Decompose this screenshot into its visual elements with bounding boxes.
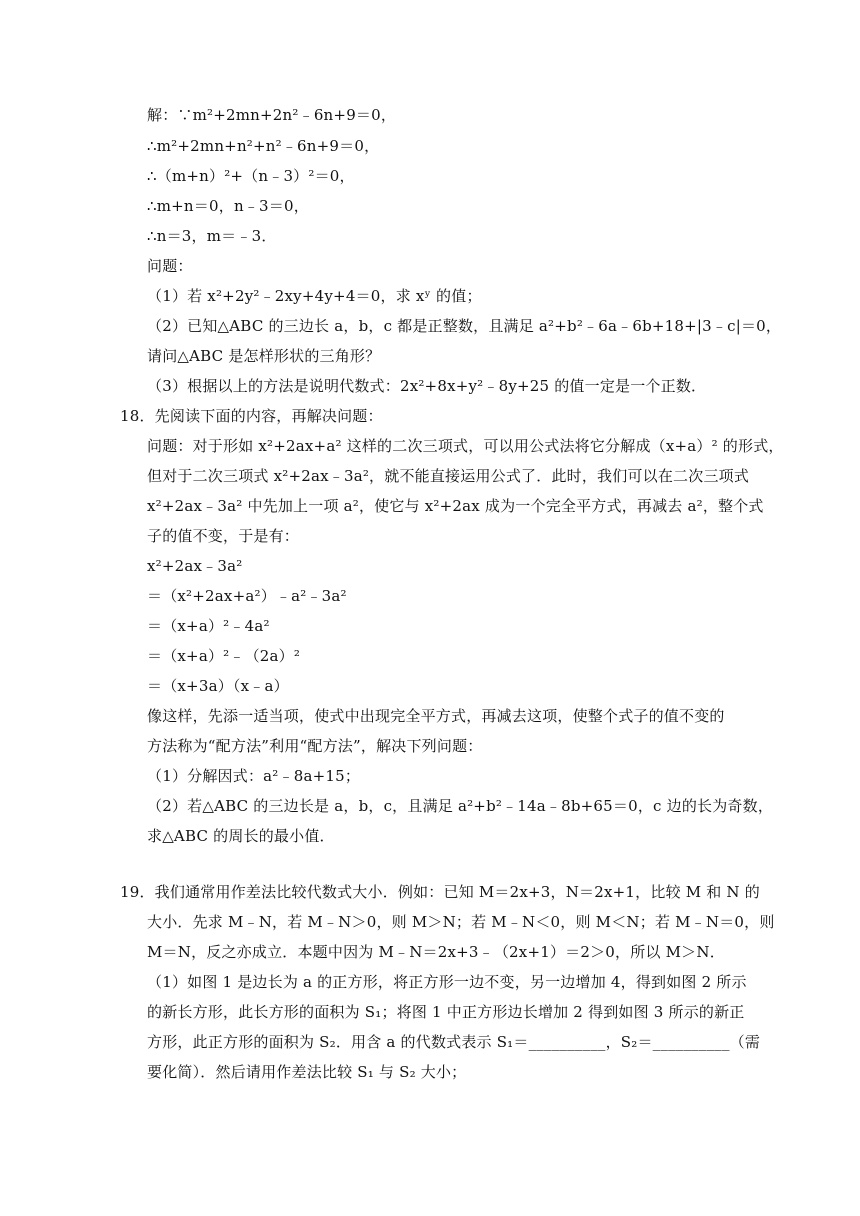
q19-part1: （1）如图 1 是边长为 a 的正方形，将正方形一边不变，另一边增加 4，得到如图 2 所示 xyxy=(147,973,747,991)
q17-part2: （2）已知△ABC 的三边长 a，b，c 都是正整数，且满足 a²+b²﹣6a﹣6b+18+|3﹣c|＝0， xyxy=(147,317,782,335)
q18-eq-4: ＝（x+a）²﹣（2a）² xyxy=(147,647,301,665)
q18-text-5: 像这样，先添一适当项，使式中出现完全平方式，再减去这项，使整个式子的值不变的 xyxy=(147,707,725,725)
q19-part1-cont-1: 的新长方形，此长方形的面积为 S₁；将图 1 中正方形边长增加 2 得到如图 3 所示的新正 xyxy=(147,1003,745,1021)
q18-eq-1: x²+2ax﹣3a² xyxy=(147,557,243,575)
q19-part1-cont-2: 方形，此正方形的面积为 S₂．用含 a 的代数式表示 S₁＝__________，S₂＝__________（需 xyxy=(147,1033,761,1051)
q18-title: 18．先阅读下面的内容，再解决问题： xyxy=(120,407,383,425)
q18-text-6: 方法称为“配方法”利用“配方法”，解决下列问题： xyxy=(147,737,483,755)
q18-part2: （2）若△ABC 的三边长是 a，b，c，且满足 a²+b²﹣14a﹣8b+65＝0，c 边的长为奇数， xyxy=(147,797,774,815)
q18-eq-5: ＝（x+3a）（x﹣a） xyxy=(147,677,289,695)
q18-part1: （1）分解因式：a²﹣8a+15； xyxy=(147,767,361,785)
q18-text-1: 问题：对于形如 x²+2ax+a² 这样的二次三项式，可以用公式法将它分解成（x+a）² 的形式， xyxy=(147,437,784,455)
q17-part1: （1）若 x²+2y²﹣2xy+4y+4＝0，求 xʸ 的值； xyxy=(147,287,482,305)
solution-line-2: ∴m²+2mn+n²+n²﹣6n+9＝0， xyxy=(147,137,380,155)
q17-part2-cont: 请问△ABC 是怎样形状的三角形？ xyxy=(147,347,381,365)
q19-part1-cont-3: 要化简）．然后请用作差法比较 S₁ 与 S₂ 大小； xyxy=(147,1063,467,1081)
q18-text-3: x²+2ax﹣3a² 中先加上一项 a²，使它与 x²+2ax 成为一个完全平方式，再减去 a²，整个式 xyxy=(147,497,764,515)
q18-text-4: 子的值不变，于是有： xyxy=(147,527,300,545)
q19-text-2: M＝N，反之亦成立．本题中因为 M﹣N＝2x+3﹣（2x+1）＝2＞0，所以 M＞N． xyxy=(147,943,725,961)
q19-title: 19．我们通常用作差法比较代数式大小．例如：已知 M＝2x+3，N＝2x+1，比较 M 和 N 的 xyxy=(120,883,760,901)
problem-heading: 问题： xyxy=(147,257,193,275)
solution-line-1: 解：∵m²+2mn+2n²﹣6n+9＝0， xyxy=(147,106,397,124)
solution-line-4: ∴m+n＝0，n﹣3＝0， xyxy=(147,197,309,215)
q18-eq-2: ＝（x²+2ax+a²）﹣a²﹣3a² xyxy=(147,587,347,605)
q19-text-1: 大小．先求 M﹣N，若 M﹣N＞0，则 M＞N；若 M﹣N＜0，则 M＜N；若 M﹣N＝0，则 xyxy=(147,913,775,931)
q18-text-2: 但对于二次三项式 x²+2ax﹣3a²，就不能直接运用公式了．此时，我们可以在二次三项式 xyxy=(147,467,750,485)
q18-eq-3: ＝（x+a）²﹣4a² xyxy=(147,617,270,635)
solution-line-3: ∴（m+n）²+（n﹣3）²＝0， xyxy=(147,167,355,185)
solution-line-5: ∴n＝3，m＝﹣3． xyxy=(147,227,277,245)
q17-part3: （3）根据以上的方法是说明代数式：2x²+8x+y²﹣8y+25 的值一定是一个正数． xyxy=(147,377,707,395)
q18-part2-cont: 求△ABC 的周长的最小值． xyxy=(147,827,335,845)
